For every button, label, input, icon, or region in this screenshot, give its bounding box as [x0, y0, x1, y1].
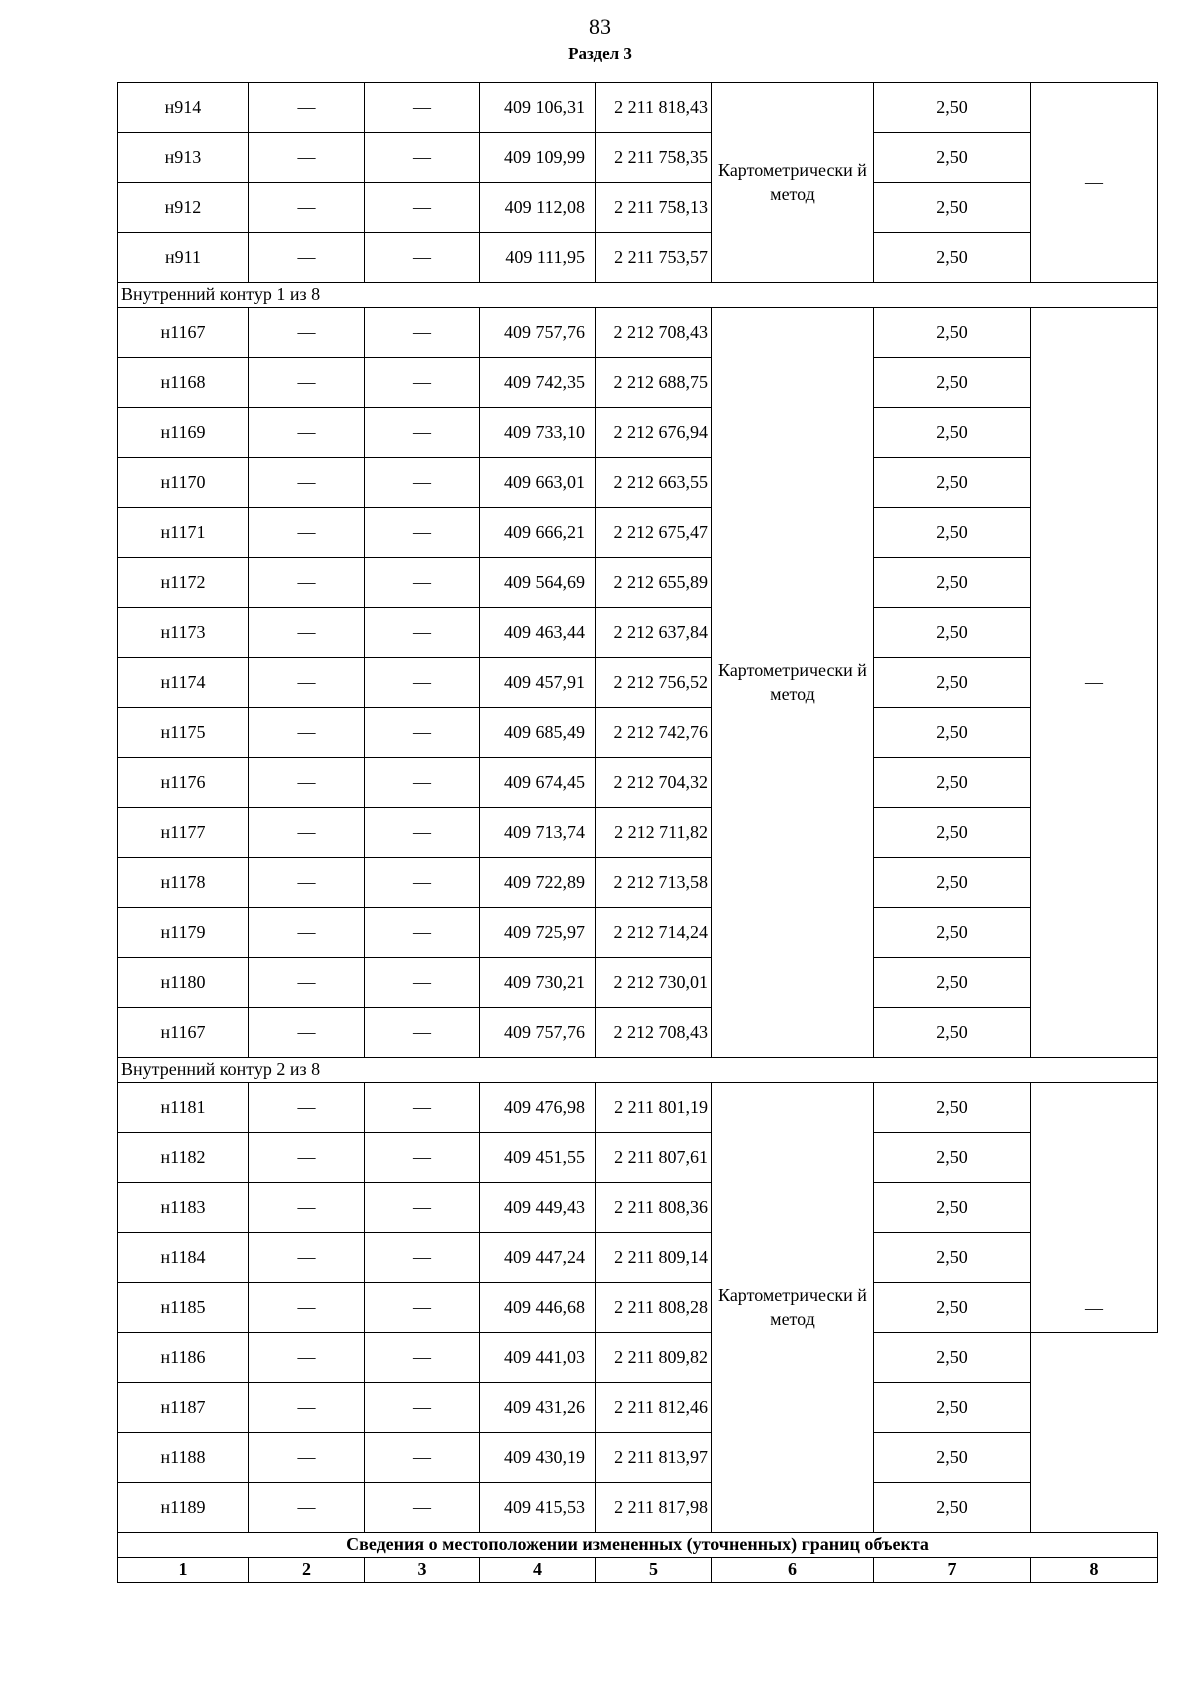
empty-y-cell: — — [365, 1483, 480, 1533]
empty-x-cell: — — [249, 83, 365, 133]
x-coordinate-cell: 409 451,55 — [480, 1133, 596, 1183]
contour-heading-row — [118, 1058, 1158, 1083]
table-row — [118, 958, 1158, 1008]
x-coordinate-cell: 409 733,10 — [480, 408, 596, 458]
empty-y-cell: — — [365, 358, 480, 408]
table-row — [118, 133, 1158, 183]
empty-x-cell: — — [249, 608, 365, 658]
method-spacer-cell — [712, 1083, 874, 1283]
y-coordinate-cell: 2 212 663,55 — [596, 458, 712, 508]
y-coordinate-cell: 2 212 637,84 — [596, 608, 712, 658]
x-coordinate-cell: 409 685,49 — [480, 708, 596, 758]
point-name-cell: н1185 — [118, 1283, 249, 1333]
empty-x-cell: — — [249, 508, 365, 558]
empty-x-cell: — — [249, 808, 365, 858]
empty-x-cell: — — [249, 1283, 365, 1333]
accuracy-cell: 2,50 — [874, 908, 1031, 958]
accuracy-cell: 2,50 — [874, 308, 1031, 358]
y-coordinate-cell: 2 211 813,97 — [596, 1433, 712, 1483]
accuracy-cell: 2,50 — [874, 808, 1031, 858]
empty-y-cell: — — [365, 133, 480, 183]
contour-heading: Внутренний контур 2 из 8 — [118, 1058, 1158, 1083]
column-number-cell: 5 — [596, 1558, 712, 1583]
y-coordinate-cell: 2 212 708,43 — [596, 308, 712, 358]
point-name-cell: н1188 — [118, 1433, 249, 1483]
point-name-cell: н1183 — [118, 1183, 249, 1233]
last-column-cell: — — [1031, 1083, 1158, 1333]
x-coordinate-cell: 409 109,99 — [480, 133, 596, 183]
y-coordinate-cell: 2 211 758,35 — [596, 133, 712, 183]
footer-title-row — [118, 1533, 1158, 1558]
y-coordinate-cell: 2 212 742,76 — [596, 708, 712, 758]
y-coordinate-cell: 2 211 818,43 — [596, 83, 712, 133]
y-coordinate-cell: 2 211 809,14 — [596, 1233, 712, 1283]
page-number: 83 — [589, 14, 611, 39]
y-coordinate-cell: 2 212 730,01 — [596, 958, 712, 1008]
x-coordinate-cell: 409 730,21 — [480, 958, 596, 1008]
accuracy-cell: 2,50 — [874, 1383, 1031, 1433]
y-coordinate-cell: 2 211 808,36 — [596, 1183, 712, 1233]
accuracy-cell: 2,50 — [874, 1283, 1031, 1333]
x-coordinate-cell: 409 742,35 — [480, 358, 596, 408]
table-row — [118, 1233, 1158, 1283]
table-row — [118, 308, 1158, 358]
table-row — [118, 458, 1158, 508]
empty-x-cell: — — [249, 1383, 365, 1433]
point-name-cell: н1184 — [118, 1233, 249, 1283]
empty-y-cell: — — [365, 458, 480, 508]
accuracy-cell: 2,50 — [874, 358, 1031, 408]
x-coordinate-cell: 409 463,44 — [480, 608, 596, 658]
point-name-cell: н1175 — [118, 708, 249, 758]
x-coordinate-cell: 409 449,43 — [480, 1183, 596, 1233]
contour-heading-row — [118, 283, 1158, 308]
accuracy-cell: 2,50 — [874, 958, 1031, 1008]
table-row — [118, 408, 1158, 458]
empty-x-cell: — — [249, 1333, 365, 1383]
point-name-cell: н1182 — [118, 1133, 249, 1183]
point-name-cell: н1169 — [118, 408, 249, 458]
x-coordinate-cell: 409 757,76 — [480, 1008, 596, 1058]
empty-y-cell: — — [365, 308, 480, 358]
empty-x-cell: — — [249, 1183, 365, 1233]
y-coordinate-cell: 2 211 801,19 — [596, 1083, 712, 1133]
empty-y-cell: — — [365, 1283, 480, 1333]
y-coordinate-cell: 2 212 688,75 — [596, 358, 712, 408]
table-row — [118, 1008, 1158, 1058]
last-column-cell: — — [1031, 308, 1158, 1058]
empty-y-cell: — — [365, 1383, 480, 1433]
table-row — [118, 183, 1158, 233]
point-name-cell: н911 — [118, 233, 249, 283]
table-row — [118, 1333, 1158, 1383]
empty-x-cell: — — [249, 908, 365, 958]
point-name-cell: н913 — [118, 133, 249, 183]
method-cell: Картометрически й метод — [712, 83, 874, 283]
point-name-cell: н1171 — [118, 508, 249, 558]
point-name-cell: н1178 — [118, 858, 249, 908]
empty-x-cell: — — [249, 1483, 365, 1533]
y-coordinate-cell: 2 211 807,61 — [596, 1133, 712, 1183]
column-number-cell: 3 — [365, 1558, 480, 1583]
table-row — [118, 1383, 1158, 1433]
method-cell: Картометрически й метод — [712, 308, 874, 1058]
point-name-cell: н1179 — [118, 908, 249, 958]
empty-y-cell: — — [365, 1083, 480, 1133]
point-name-cell: н1167 — [118, 1008, 249, 1058]
table-row — [118, 908, 1158, 958]
x-coordinate-cell: 409 431,26 — [480, 1383, 596, 1433]
point-name-cell: н914 — [118, 83, 249, 133]
point-name-cell: н1180 — [118, 958, 249, 1008]
empty-x-cell: — — [249, 758, 365, 808]
accuracy-cell: 2,50 — [874, 1133, 1031, 1183]
table-row — [118, 608, 1158, 658]
point-name-cell: н1187 — [118, 1383, 249, 1433]
x-coordinate-cell: 409 447,24 — [480, 1233, 596, 1283]
column-number-cell: 7 — [874, 1558, 1031, 1583]
x-coordinate-cell: 409 713,74 — [480, 808, 596, 858]
accuracy-cell: 2,50 — [874, 858, 1031, 908]
point-name-cell: н1181 — [118, 1083, 249, 1133]
empty-y-cell: — — [365, 1233, 480, 1283]
empty-y-cell: — — [365, 708, 480, 758]
point-name-cell: н1186 — [118, 1333, 249, 1383]
point-name-cell: н1167 — [118, 308, 249, 358]
section-title: Раздел 3 — [568, 44, 632, 63]
accuracy-cell: 2,50 — [874, 1183, 1031, 1233]
column-number-cell: 2 — [249, 1558, 365, 1583]
point-name-cell: н1177 — [118, 808, 249, 858]
y-coordinate-cell: 2 212 704,32 — [596, 758, 712, 808]
x-coordinate-cell: 409 725,97 — [480, 908, 596, 958]
table-row — [118, 83, 1158, 133]
empty-y-cell: — — [365, 608, 480, 658]
empty-y-cell: — — [365, 908, 480, 958]
accuracy-cell: 2,50 — [874, 408, 1031, 458]
accuracy-cell: 2,50 — [874, 708, 1031, 758]
empty-y-cell: — — [365, 558, 480, 608]
x-coordinate-cell: 409 106,31 — [480, 83, 596, 133]
y-coordinate-cell: 2 211 808,28 — [596, 1283, 712, 1333]
y-coordinate-cell: 2 211 812,46 — [596, 1383, 712, 1433]
point-name-cell: н1174 — [118, 658, 249, 708]
column-number-cell: 4 — [480, 1558, 596, 1583]
empty-y-cell: — — [365, 958, 480, 1008]
empty-y-cell: — — [365, 183, 480, 233]
y-coordinate-cell: 2 211 753,57 — [596, 233, 712, 283]
empty-x-cell: — — [249, 358, 365, 408]
table-row — [118, 708, 1158, 758]
empty-y-cell: — — [365, 758, 480, 808]
table-row — [118, 358, 1158, 408]
table-row — [118, 1283, 1158, 1333]
y-coordinate-cell: 2 211 817,98 — [596, 1483, 712, 1533]
accuracy-cell: 2,50 — [874, 233, 1031, 283]
x-coordinate-cell: 409 757,76 — [480, 308, 596, 358]
accuracy-cell: 2,50 — [874, 1233, 1031, 1283]
empty-x-cell: — — [249, 1008, 365, 1058]
y-coordinate-cell: 2 212 713,58 — [596, 858, 712, 908]
empty-y-cell: — — [365, 808, 480, 858]
x-coordinate-cell: 409 722,89 — [480, 858, 596, 908]
method-cell: Картометрически й метод — [712, 1283, 874, 1333]
x-coordinate-cell: 409 666,21 — [480, 508, 596, 558]
empty-x-cell: — — [249, 183, 365, 233]
y-coordinate-cell: 2 211 809,82 — [596, 1333, 712, 1383]
accuracy-cell: 2,50 — [874, 183, 1031, 233]
empty-y-cell: — — [365, 1333, 480, 1383]
empty-x-cell: — — [249, 458, 365, 508]
x-coordinate-cell: 409 663,01 — [480, 458, 596, 508]
empty-x-cell: — — [249, 233, 365, 283]
x-coordinate-cell: 409 430,19 — [480, 1433, 596, 1483]
x-coordinate-cell: 409 674,45 — [480, 758, 596, 808]
accuracy-cell: 2,50 — [874, 1333, 1031, 1383]
y-coordinate-cell: 2 212 655,89 — [596, 558, 712, 608]
accuracy-cell: 2,50 — [874, 1008, 1031, 1058]
contour-heading: Внутренний контур 1 из 8 — [118, 283, 1158, 308]
empty-x-cell: — — [249, 558, 365, 608]
empty-y-cell: — — [365, 1433, 480, 1483]
point-name-cell: н912 — [118, 183, 249, 233]
point-name-cell: н1176 — [118, 758, 249, 808]
empty-x-cell: — — [249, 1233, 365, 1283]
empty-y-cell: — — [365, 1008, 480, 1058]
point-name-cell: н1170 — [118, 458, 249, 508]
accuracy-cell: 2,50 — [874, 1483, 1031, 1533]
table-row — [118, 1133, 1158, 1183]
table-row — [118, 1083, 1158, 1133]
x-coordinate-cell: 409 446,68 — [480, 1283, 596, 1333]
accuracy-cell: 2,50 — [874, 508, 1031, 558]
accuracy-cell: 2,50 — [874, 608, 1031, 658]
table-row — [118, 1183, 1158, 1233]
x-coordinate-cell: 409 441,03 — [480, 1333, 596, 1383]
y-coordinate-cell: 2 212 711,82 — [596, 808, 712, 858]
column-numbers-row — [118, 1558, 1158, 1583]
footer-title: Сведения о местоположении измененных (уточненных) границ объекта — [118, 1533, 1158, 1558]
table-row — [118, 508, 1158, 558]
x-coordinate-cell: 409 476,98 — [480, 1083, 596, 1133]
empty-y-cell: — — [365, 508, 480, 558]
accuracy-cell: 2,50 — [874, 758, 1031, 808]
accuracy-cell: 2,50 — [874, 658, 1031, 708]
point-name-cell: н1168 — [118, 358, 249, 408]
empty-y-cell: — — [365, 408, 480, 458]
table-row — [118, 1433, 1158, 1483]
empty-x-cell: — — [249, 1433, 365, 1483]
x-coordinate-cell: 409 111,95 — [480, 233, 596, 283]
table-row — [118, 808, 1158, 858]
empty-x-cell: — — [249, 1133, 365, 1183]
empty-y-cell: — — [365, 83, 480, 133]
empty-x-cell: — — [249, 708, 365, 758]
empty-y-cell: — — [365, 658, 480, 708]
y-coordinate-cell: 2 211 758,13 — [596, 183, 712, 233]
accuracy-cell: 2,50 — [874, 83, 1031, 133]
empty-x-cell: — — [249, 658, 365, 708]
column-number-cell: 6 — [712, 1558, 874, 1583]
accuracy-cell: 2,50 — [874, 1433, 1031, 1483]
table-row — [118, 858, 1158, 908]
column-number-cell: 8 — [1031, 1558, 1158, 1583]
empty-y-cell: — — [365, 858, 480, 908]
method-spacer-cell — [712, 1333, 874, 1533]
accuracy-cell: 2,50 — [874, 1083, 1031, 1133]
table-row — [118, 658, 1158, 708]
table-row — [118, 1483, 1158, 1533]
table-row — [118, 558, 1158, 608]
table-row — [118, 758, 1158, 808]
last-column-cell: — — [1031, 83, 1158, 283]
table-row — [118, 233, 1158, 283]
y-coordinate-cell: 2 212 675,47 — [596, 508, 712, 558]
point-name-cell: н1189 — [118, 1483, 249, 1533]
y-coordinate-cell: 2 212 708,43 — [596, 1008, 712, 1058]
y-coordinate-cell: 2 212 676,94 — [596, 408, 712, 458]
accuracy-cell: 2,50 — [874, 558, 1031, 608]
accuracy-cell: 2,50 — [874, 458, 1031, 508]
empty-x-cell: — — [249, 858, 365, 908]
x-coordinate-cell: 409 457,91 — [480, 658, 596, 708]
y-coordinate-cell: 2 212 714,24 — [596, 908, 712, 958]
blank-cell — [1031, 1333, 1158, 1533]
empty-x-cell: — — [249, 1083, 365, 1133]
column-number-cell: 1 — [118, 1558, 249, 1583]
empty-x-cell: — — [249, 133, 365, 183]
boundary-points-table — [117, 82, 1158, 1583]
x-coordinate-cell: 409 564,69 — [480, 558, 596, 608]
point-name-cell: н1172 — [118, 558, 249, 608]
empty-y-cell: — — [365, 1133, 480, 1183]
empty-y-cell: — — [365, 233, 480, 283]
y-coordinate-cell: 2 212 756,52 — [596, 658, 712, 708]
x-coordinate-cell: 409 415,53 — [480, 1483, 596, 1533]
empty-x-cell: — — [249, 958, 365, 1008]
x-coordinate-cell: 409 112,08 — [480, 183, 596, 233]
accuracy-cell: 2,50 — [874, 133, 1031, 183]
point-name-cell: н1173 — [118, 608, 249, 658]
empty-x-cell: — — [249, 308, 365, 358]
empty-y-cell: — — [365, 1183, 480, 1233]
empty-x-cell: — — [249, 408, 365, 458]
